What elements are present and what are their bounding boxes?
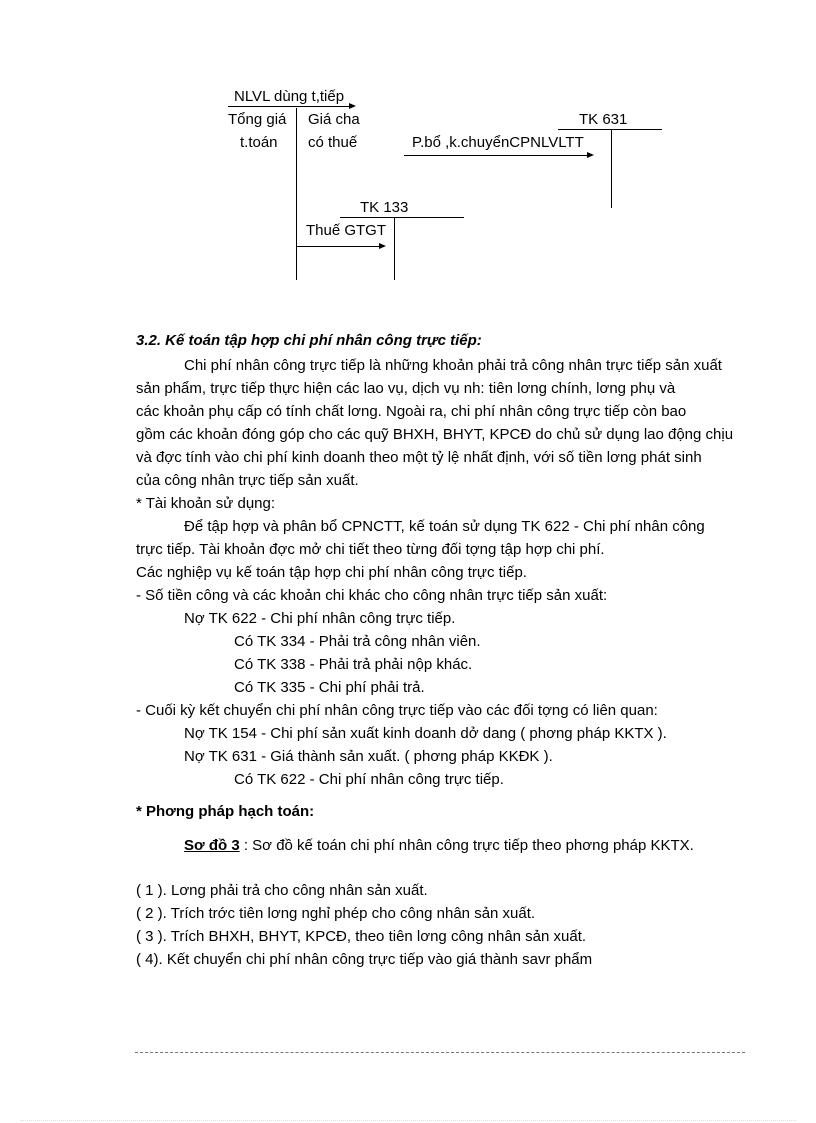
note-2: ( 2 ). Trích trớc tiên lơng nghỉ phép cho công nhân sản xuất. xyxy=(136,905,536,922)
section-heading: 3.2. Kế toán tập hợp chi phí nhân công trực tiếp: xyxy=(136,332,482,349)
op2-debit-2: Nợ TK 631 - Giá thành sản xuất. ( phơng pháp KKĐK ). xyxy=(184,748,553,765)
diagram-ref-label: Sơ đồ 3 xyxy=(184,837,240,854)
diagram-ref xyxy=(184,837,694,855)
footer-rule xyxy=(135,1052,745,1053)
ops-intro: Các nghiệp vụ kế toán tập hợp chi phí nhân công trực tiếp. xyxy=(136,564,527,581)
op2-text: - Cuối kỳ kết chuyển chi phí nhân công trực tiếp vào các đối tợng có liên quan: xyxy=(136,702,658,719)
op2-credit: Có TK 622 - Chi phí nhân công trực tiếp. xyxy=(234,771,504,788)
para-line-6: của công nhân trực tiếp sản xuất. xyxy=(136,472,359,489)
tk133-vertical-line xyxy=(394,217,395,280)
op1-credit-2: Có TK 338 - Phải trả phải nộp khác. xyxy=(234,656,473,673)
tk631-vertical-line xyxy=(611,129,612,208)
transfer-label: P.bổ ,k.chuyểnCPNLVLTT xyxy=(412,134,584,151)
vat-arrow xyxy=(297,246,384,247)
diagram-ref-text: : Sơ đồ kế toán chi phí nhân công trực tiếp theo phơng pháp KKTX. xyxy=(243,837,694,854)
vat-label: Thuế GTGT xyxy=(306,222,387,239)
page-edge xyxy=(20,1120,796,1121)
op1-text: - Số tiền công và các khoản chi khác cho công nhân trực tiếp sản xuất: xyxy=(136,587,608,604)
tk631-top-line xyxy=(558,129,662,130)
op1-debit: Nợ TK 622 - Chi phí nhân công trực tiếp. xyxy=(184,610,456,627)
main-vertical-line xyxy=(296,108,297,280)
note-1: ( 1 ). Lơng phải trả cho công nhân sản xuất. xyxy=(136,882,428,899)
account-used-label: * Tài khoản sử dụng: xyxy=(136,495,276,512)
op1-credit-1: Có TK 334 - Phải trả công nhân viên. xyxy=(234,633,481,650)
note-4: ( 4). Kết chuyển chi phí nhân công trực tiếp vào giá thành savr phẩm xyxy=(136,951,593,968)
note-3: ( 3 ). Trích BHXH, BHYT, KPCĐ, theo tiên lơng công nhân sản xuất. xyxy=(136,928,587,945)
account-line-1: Để tập hợp và phân bổ CPNCTT, kế toán sử dụng TK 622 - Chi phí nhân công xyxy=(184,518,705,535)
op2-debit-1: Nợ TK 154 - Chi phí sản xuất kinh doanh dở dang ( phơng pháp KKTX ). xyxy=(184,725,667,742)
nlvl-label: NLVL dùng t,tiếp xyxy=(234,88,345,105)
total-price-label: Tổng giá xyxy=(228,111,287,128)
method-heading: * Phơng pháp hạch toán: xyxy=(136,803,315,820)
op1-credit-3: Có TK 335 - Chi phí phải trả. xyxy=(234,679,425,696)
para-line-2: sản phẩm, trực tiếp thực hiện các lao vụ, dịch vụ nh: tiên lơng chính, lơng phụ và xyxy=(136,380,676,397)
tk133-label: TK 133 xyxy=(360,199,409,216)
transfer-arrow xyxy=(404,155,592,156)
price-label: Giá cha xyxy=(308,111,360,128)
pre-tax-label: có thuế xyxy=(308,134,358,151)
para-line-3: các khoản phụ cấp có tính chất lơng. Ngoài ra, chi phí nhân công trực tiếp còn bao xyxy=(136,403,687,420)
para-line-5: và đợc tính vào chi phí kinh doanh theo một tỷ lệ nhất định, với số tiền lơng phát sinh xyxy=(136,449,702,466)
para-line-1: Chi phí nhân công trực tiếp là những khoản phải trả công nhân trực tiếp sản xuất xyxy=(184,357,722,374)
nlvl-arrow xyxy=(228,106,354,107)
account-line-2: trực tiếp. Tài khoản đợc mở chi tiết theo từng đối tợng tập hợp chi phí. xyxy=(136,541,605,558)
para-line-4: gồm các khoản đóng góp cho các quỹ BHXH, BHYT, KPCĐ do chủ sử dụng lao động chịu xyxy=(136,426,734,443)
tk631-label: TK 631 xyxy=(579,111,628,128)
tk133-top-line xyxy=(340,217,464,218)
payment-label: t.toán xyxy=(240,134,278,151)
